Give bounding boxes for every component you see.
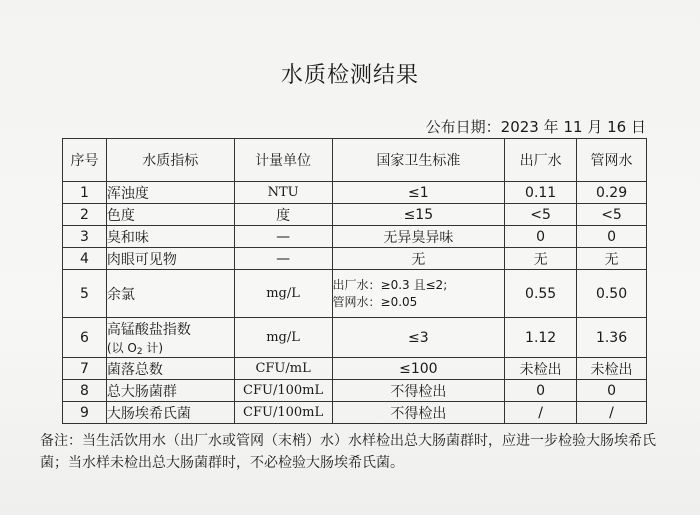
row-unit: NTU: [234, 182, 332, 204]
row-network: 0.29: [577, 182, 647, 204]
indicator-line2-pre: (以 O: [106, 340, 137, 355]
row-unit: mg/L: [234, 318, 332, 358]
row-factory: 0.11: [505, 182, 577, 204]
row-no: 7: [63, 358, 107, 380]
footnote: [40, 430, 665, 474]
header-factory-water: 出厂水: [505, 139, 577, 182]
footnote-text: 当生活饮用水（出厂水或管网（末梢）水）水样检出总大肠菌群时，应进一步检验大肠埃希氏菌；当水样未检出总大肠菌群时，不必检验大肠埃希氏菌。: [40, 433, 656, 471]
row-factory: <5: [505, 204, 577, 226]
row-standard: [332, 270, 505, 318]
row-factory: 0.55: [505, 270, 577, 318]
row-unit: mg/L: [234, 270, 332, 318]
footnote-label: 备注：: [40, 433, 82, 449]
publish-date-day-unit: 日: [630, 118, 646, 136]
row-indicator: 菌落总数: [106, 358, 234, 380]
publish-date-month: 11: [563, 118, 583, 136]
header-unit: 计量单位: [234, 139, 332, 182]
table-row: [63, 248, 647, 270]
row-unit: CFU/100mL: [234, 402, 332, 424]
row-standard: 无: [332, 248, 505, 270]
row-standard: ≤1: [332, 182, 505, 204]
row-no: 9: [63, 402, 107, 424]
row-indicator: 臭和味: [106, 226, 234, 248]
indicator-line2: [107, 339, 234, 357]
row-network: 0.50: [577, 270, 647, 318]
row-standard: ≤15: [332, 204, 505, 226]
header-standard: 国家卫生标准: [332, 139, 505, 182]
row-indicator: 总大肠菌群: [106, 380, 234, 402]
header-indicator: 水质指标: [106, 139, 234, 182]
table-row: [63, 358, 647, 380]
row-network: <5: [577, 204, 647, 226]
row-indicator: [106, 318, 234, 358]
standard-network-line: 管网水：≥0.05: [332, 294, 418, 309]
header-no: 序号: [63, 139, 107, 182]
row-factory: 0: [505, 380, 577, 402]
row-unit: —: [234, 226, 332, 248]
table-row: [63, 380, 647, 402]
row-network: 0: [577, 226, 647, 248]
table-header-row: [63, 139, 647, 182]
water-quality-table: [62, 138, 647, 424]
publish-date-year-unit: 年: [543, 118, 559, 136]
row-standard: 不得检出: [332, 380, 505, 402]
row-unit: —: [234, 248, 332, 270]
row-network: 1.36: [577, 318, 647, 358]
row-no: 4: [63, 248, 107, 270]
table-row: [63, 402, 647, 424]
row-factory: 1.12: [505, 318, 577, 358]
row-indicator: 肉眼可见物: [106, 248, 234, 270]
row-indicator: 余氯: [106, 270, 234, 318]
indicator-line2-sub: 2: [136, 346, 143, 357]
row-no: 1: [63, 182, 107, 204]
row-network: 未检出: [577, 358, 647, 380]
row-network: 无: [577, 248, 647, 270]
indicator-line2-post: 计): [142, 340, 164, 355]
table-row: [63, 226, 647, 248]
table-row: [63, 182, 647, 204]
row-standard: ≤100: [332, 358, 505, 380]
table-row: [63, 204, 647, 226]
row-standard: 不得检出: [332, 402, 505, 424]
header-network-water: 管网水: [577, 139, 647, 182]
publish-date-label: 公布日期：: [425, 118, 501, 136]
row-network: 0: [577, 380, 647, 402]
publish-date-day: 16: [607, 118, 627, 136]
row-indicator: 色度: [106, 204, 234, 226]
table-row: [63, 270, 647, 318]
row-factory: 未检出: [505, 358, 577, 380]
publish-date-month-unit: 月: [587, 118, 603, 136]
row-no: 2: [63, 204, 107, 226]
standard-factory-line: 出厂水：≥0.3 且≤2;: [332, 277, 448, 292]
row-network: /: [577, 402, 647, 424]
indicator-line1: 高锰酸盐指数: [106, 321, 191, 338]
page-title: 水质检测结果: [280, 63, 419, 88]
row-unit: CFU/mL: [234, 358, 332, 380]
row-unit: CFU/100mL: [234, 380, 332, 402]
row-indicator: 大肠埃希氏菌: [106, 402, 234, 424]
row-no: 8: [63, 380, 107, 402]
publish-date-year: 2023: [500, 118, 539, 136]
table-row: [63, 318, 647, 358]
row-standard: ≤3: [332, 318, 505, 358]
row-no: 5: [63, 270, 107, 318]
row-no: 6: [63, 318, 107, 358]
row-indicator: 浑浊度: [106, 182, 234, 204]
row-factory: 无: [505, 248, 577, 270]
row-unit: 度: [234, 204, 332, 226]
row-no: 3: [63, 226, 107, 248]
row-standard: 无异臭异味: [332, 226, 505, 248]
row-factory: /: [505, 402, 577, 424]
row-factory: 0: [505, 226, 577, 248]
publish-date: [426, 116, 646, 137]
